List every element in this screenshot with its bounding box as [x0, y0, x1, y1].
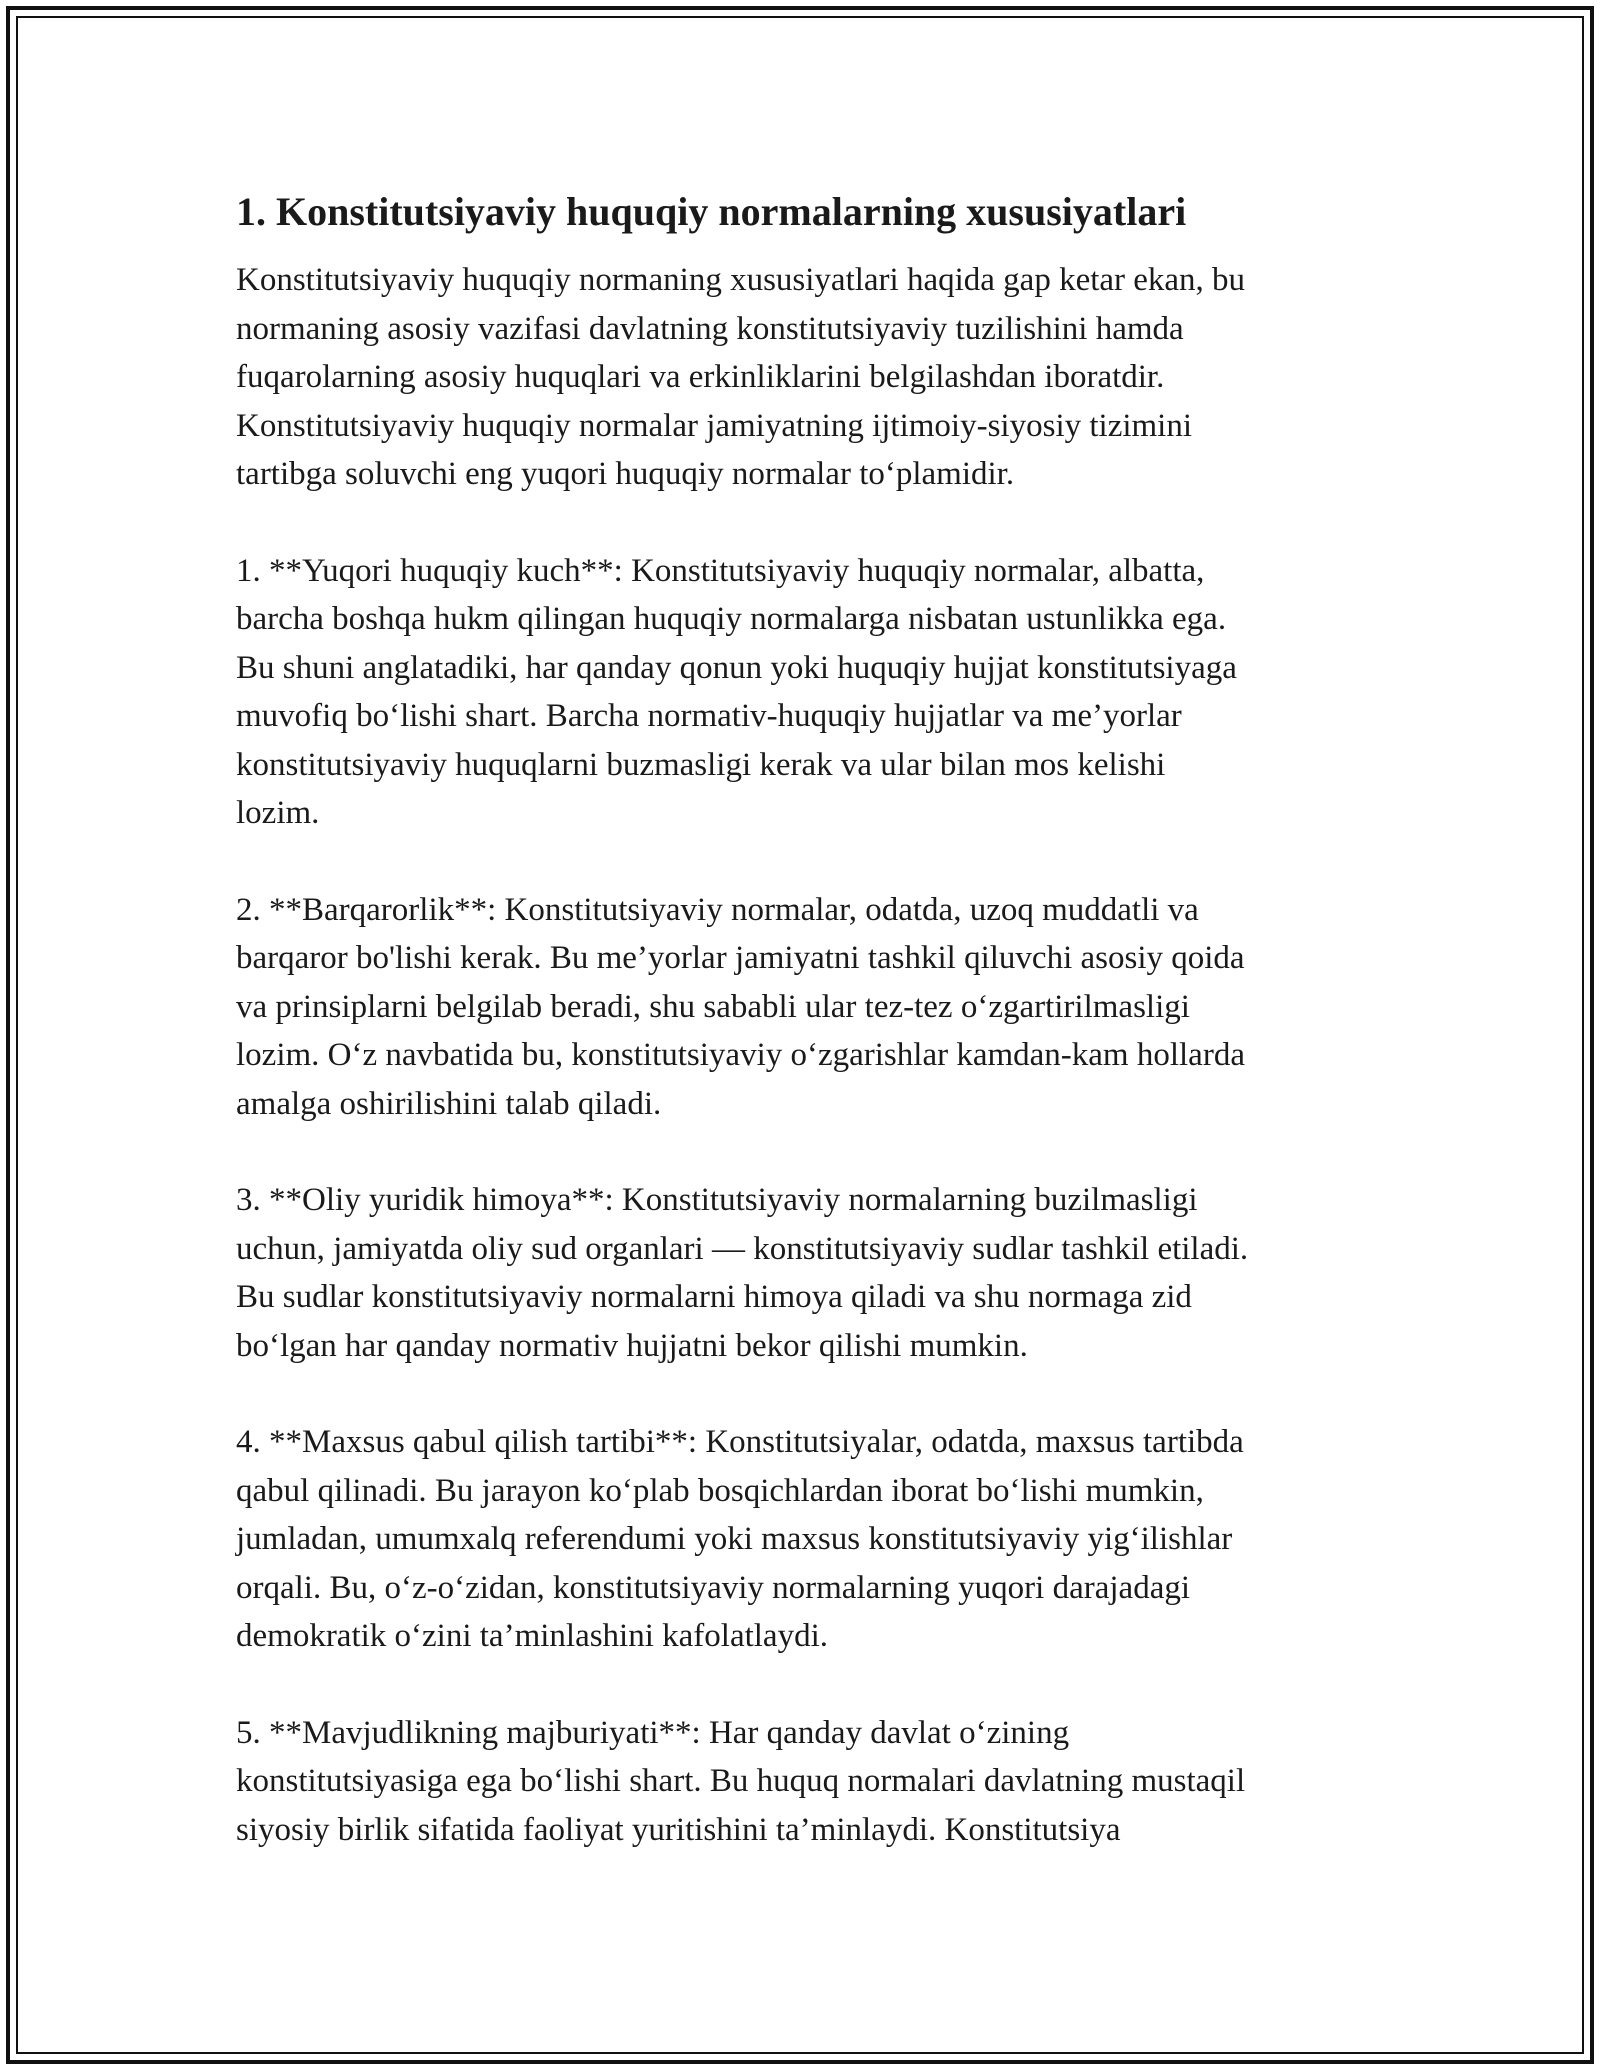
paragraph-intro: Konstitutsiyaviy huquqiy normaning xususiyatlari haqida gap ketar ekan, bu normaning asosiy vazifasi davlatning konstitutsiyaviy tuzilishini hamda fuqarolarning asosiy huquqlari va erkinliklarini belgilashdan iboratdir. Konstitutsiyaviy huquqiy normalar jamiyatning ijtimoiy-siyosiy tizimini tartibga soluvchi eng yuqori huquqiy normalar to‘plamidir. [236, 262, 1246, 492]
paragraph-item-5: 5. **Mavjudlikning majburiyati**: Har qanday davlat o‘zining konstitutsiyasiga ega bo‘lishi shart. Bu huquq normalari davlatning mustaqil siyosiy birlik sifatida faoliyat yuritishini ta’minlaydi. Konstitutsiya [236, 1714, 1246, 1848]
paragraph-item-2: 2. **Barqarorlik**: Konstitutsiyaviy normalar, odatda, uzoq muddatli va barqaror bo'lishi kerak. Bu me’yorlar jamiyatni tashkil qiluvchi asosiy qoida va prinsiplarni belgilab beradi, shu sababli ular tez-tez o‘zgartirilmasligi lozim. O‘z navbatida bu, konstitutsiyaviy o‘zgarishlar kamdan-kam hollarda amalga oshirilishini talab qiladi. [236, 891, 1245, 1122]
paragraph-item-3: 3. **Oliy yuridik himoya**: Konstitutsiyaviy normalarning buzilmasligi uchun, jamiyatda oliy sud organlari — konstitutsiyaviy sudlar tashkil etiladi. Bu sudlar konstitutsiyaviy normalarni himoya qiladi va shu normaga zid bo‘lgan har qanday normativ hujjatni bekor qilishi mumkin. [236, 1182, 1249, 1364]
paragraph-item-4: 4. **Maxsus qabul qilish tartibi**: Konstitutsiyalar, odatda, maxsus tartibda qabul qilinadi. Bu jarayon ko‘plab bosqichlardan iborat bo‘lishi mumkin, jumladan, umumxalq referendumi yoki maxsus konstitutsiyaviy yig‘ilishlar orqali. Bu, o‘z-o‘zidan, konstitutsiyaviy normalarning yuqori darajadagi demokratik o‘zini ta’minlashini kafolatlaydi. [236, 1424, 1244, 1654]
document-body [236, 188, 1366, 1902]
document-title: 1. Konstitutsiyaviy huquqiy normalarning xususiyatlari [236, 189, 1187, 234]
paragraph-item-1: 1. **Yuqori huquqiy kuch**: Konstitutsiyaviy huquqiy normalar, albatta, barcha boshqa hukm qilingan huquqiy normalarga nisbatan ustunlikka ega. Bu shuni anglatadiki, har qanday qonun yoki huquqiy hujjat konstitutsiyaga muvofiq bo‘lishi shart. Barcha normativ-huquqiy hujjatlar va me’yorlar konstitutsiyaviy huquqlarni buzmasligi kerak va ular bilan mos kelishi lozim. [236, 552, 1237, 831]
